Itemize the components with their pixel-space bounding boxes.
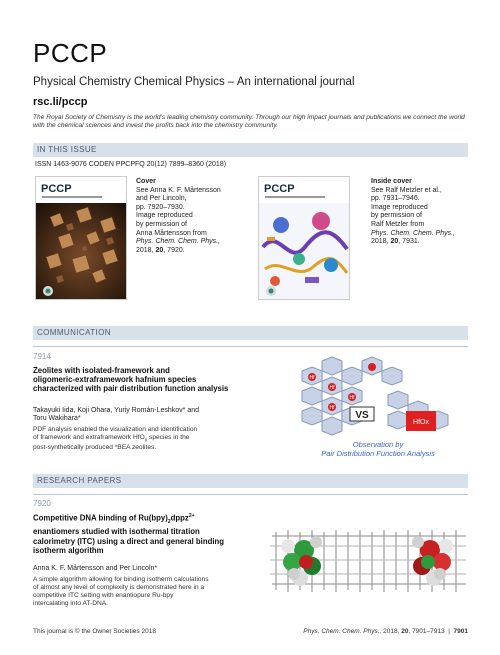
journal-description: The Royal Society of Chemistry is the world’s leading chemistry community. Through our high impact journals and publications we connect the world with the chemical sciences and invest the profits back into the chemistry community.	[33, 114, 465, 130]
caption-volume: 20	[155, 246, 164, 254]
graphical-abstract-caption: Observation by Pair Distribution Function Analysis	[321, 440, 435, 458]
caption-line: by permission of	[371, 212, 422, 220]
issue-info: ISSN 1463-9076 CODEN PPCPFQ 20(12) 7899–8360 (2018)	[35, 161, 227, 168]
caption-year: 2018,	[136, 246, 154, 254]
divider	[33, 346, 468, 347]
cover-logo: PCCP	[41, 183, 72, 195]
hfox-label: HfOx	[413, 419, 429, 426]
footer-copyright: This journal is © the Owner Societies 2018	[33, 628, 156, 635]
journal-abbreviation: PCCP	[33, 38, 108, 68]
hf-label: Hf	[349, 395, 355, 401]
zeolite-framework-graphic	[292, 355, 464, 439]
section-title: COMMUNICATION	[37, 328, 111, 337]
section-bar-communication	[33, 326, 468, 340]
caption-line: Image reproduced	[136, 212, 193, 220]
divider	[33, 494, 468, 495]
cover-art-cubes	[36, 177, 127, 300]
graphical-abstract[interactable]	[292, 355, 464, 465]
caption-year: 2018,	[371, 238, 389, 246]
caption-volume: 20	[390, 238, 399, 246]
caption-line: Anna Mårtensson from	[136, 229, 207, 237]
dna-binding-graphic[interactable]	[266, 506, 470, 610]
hf-label: Hf	[309, 375, 315, 381]
article-abstract: A simple algorithm allowing for binding isotherm calculations of almost any level of complexity is demonstrated here in a competitive ITC setting with enantiopure Ru-bpy intercalating into AT-DNA.	[33, 576, 209, 607]
caption-journal: Phys. Chem. Chem. Phys.,	[371, 229, 456, 237]
inside-cover-caption	[371, 178, 461, 247]
caption-line: pp. 7920–7930.	[136, 203, 185, 211]
caption-page: , 7920.	[163, 246, 185, 254]
caption-line: and Per Lincoln,	[136, 195, 187, 203]
article-page-number[interactable]: 7914	[33, 352, 51, 361]
hf-label: Hf	[329, 385, 335, 391]
caption-line: See Ralf Metzler et al.,	[371, 186, 442, 194]
section-bar-in-this-issue	[33, 143, 468, 157]
caption-line: Image reproduced	[371, 203, 428, 211]
journal-full-name: Physical Chemistry Chemical Physics – An international journal	[33, 76, 355, 88]
section-title: RESEARCH PAPERS	[37, 476, 122, 485]
caption-line: See Anna K. F. Mårtensson	[136, 186, 221, 194]
section-bar-research-papers	[33, 474, 468, 488]
caption-line: Ralf Metzler from	[371, 220, 425, 228]
article-page-number[interactable]: 7920	[33, 499, 51, 508]
caption-heading: Inside cover	[371, 178, 412, 185]
article-title[interactable]: Competitive DNA binding of $Ru(bpy)_2dppz^{2+}$ enantiomers studied with isothermal titration calorimetry (ITC) using a direct and general binding isotherm algorithm	[33, 513, 225, 555]
section-title: IN THIS ISSUE	[37, 145, 97, 154]
article-abstract: PDF analysis enabled the visualization and identification of framework and extraframework HfO$_x$ species in the post-synthetically produced *BEA zeolites.	[33, 426, 198, 452]
cover-image[interactable]	[35, 176, 127, 300]
caption-line: by permission of	[136, 220, 187, 228]
caption-line: pp. 7931–7946.	[371, 195, 420, 203]
caption-page: , 7931.	[398, 238, 420, 246]
footer-page-number: 7901	[453, 628, 468, 635]
hf-label: Hf	[329, 405, 335, 411]
journal-url-link[interactable]: rsc.li/pccp	[33, 96, 88, 108]
caption-journal: Phys. Chem. Chem. Phys.,	[136, 238, 221, 246]
versus-label: VS	[355, 410, 369, 421]
article-authors: Takayuki Iida, Koji Ohara, Yuriy Román-Leshkov* and Toru Wakihara*	[33, 407, 200, 423]
footer-citation: Phys. Chem. Chem. Phys., 2018, 20, 7901–7913 | 7901	[303, 628, 468, 635]
cover-art-molecules	[259, 177, 350, 300]
caption-heading: Cover	[136, 178, 156, 185]
cover-caption	[136, 178, 226, 255]
inside-cover-image[interactable]	[258, 176, 350, 300]
article-title[interactable]: Zeolites with isolated-framework and oligomeric-extraframework hafnium species characterized with pair distribution function analysis	[33, 366, 229, 394]
cover-logo: PCCP	[264, 183, 295, 195]
article-authors: Anna K. F. Mårtensson and Per Lincoln*	[33, 565, 158, 572]
